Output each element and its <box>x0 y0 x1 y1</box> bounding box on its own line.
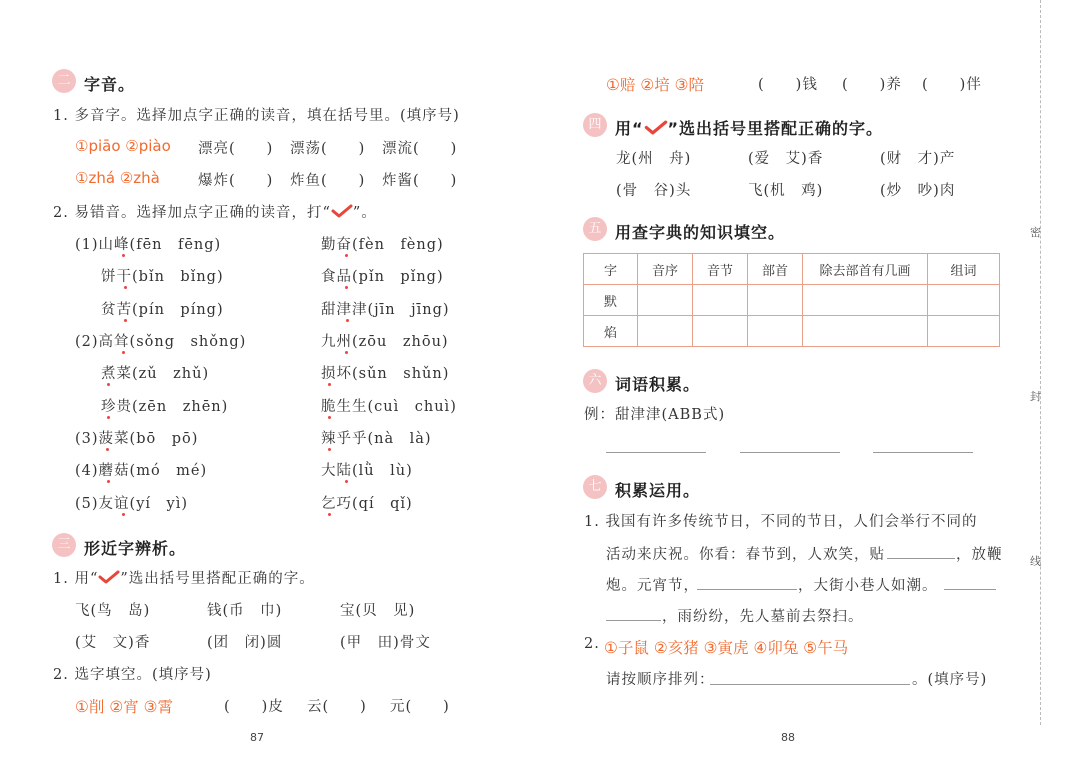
section-title-similar-chars: 形近字辨析。 <box>84 539 187 558</box>
answer-blank[interactable] <box>873 452 973 453</box>
q1-row1-item: 漂亮( ) <box>198 141 274 157</box>
emphasis-dot <box>124 286 127 289</box>
table-cell-char: 默 <box>584 285 638 316</box>
q2-left-item: 煮菜(zǔ zhǔ) <box>101 366 210 382</box>
emphasis-dot <box>328 383 331 386</box>
binding-mark: 封 <box>1030 390 1041 403</box>
section-title-application: 积累运用。 <box>615 481 701 500</box>
section-badge-6: 六 <box>583 369 607 393</box>
q2-right-item: 乞巧(qí qǐ) <box>321 496 413 512</box>
s7-q2-options: ①子鼠 ②亥猪 ③寅虎 ④卯兔 ⑤午马 <box>604 639 849 657</box>
dictionary-table <box>583 253 1000 347</box>
table-cell-blank[interactable] <box>928 316 1000 347</box>
s4-title-post: ”选出括号里搭配正确的字。 <box>667 119 884 138</box>
q2-left-item: 珍贵(zēn zhēn) <box>101 399 229 415</box>
section-badge-4: 四 <box>583 113 607 137</box>
s3-q2-instruction: 2. 选字填空。(填序号) <box>53 667 212 683</box>
table-row <box>584 316 1000 347</box>
top-blank: ( )养 <box>842 77 902 93</box>
s3-row1-item: 宝(贝 见) <box>340 603 416 619</box>
emphasis-dot <box>122 351 125 354</box>
table-cell-blank[interactable] <box>748 316 803 347</box>
emphasis-dot <box>345 286 348 289</box>
s3-q2-options: ①削 ②宵 ③霄 <box>75 698 174 716</box>
q2-instruction-pre: 2. 易错音。选择加点字正确的读音，打“ <box>53 205 331 221</box>
s4-row2-item: 飞(机 鸡) <box>748 183 824 199</box>
q2-right-item: 勤奋(fèn fèng) <box>321 237 444 253</box>
table-cell-blank[interactable] <box>748 285 803 316</box>
q2-left-item: (2)高耸(sǒng shǒng) <box>75 334 247 350</box>
top-options: ①赔 ②培 ③陪 <box>606 76 705 94</box>
q2-right-item: 食品(pǐn pǐng) <box>321 269 444 285</box>
section-title-dictionary: 用查字典的知识填空。 <box>615 223 786 242</box>
s4-row1-item: (财 才)产 <box>880 151 956 167</box>
table-cell-char: 焰 <box>584 316 638 347</box>
section-badge-5: 五 <box>583 217 607 241</box>
table-header: 部首 <box>748 254 803 285</box>
table-cell-blank[interactable] <box>638 316 693 347</box>
binding-mark: 线 <box>1030 555 1041 568</box>
section-title-word-accumulation: 词语积累。 <box>615 375 701 394</box>
answer-blank[interactable] <box>606 452 706 453</box>
table-cell-blank[interactable] <box>803 316 928 347</box>
q2-right-item: 甜津津(jīn jīng) <box>321 302 450 318</box>
s3-row2-item: (艾 文)香 <box>75 635 151 651</box>
table-cell-blank[interactable] <box>638 285 693 316</box>
q2-left-item: 饼干(bǐn bǐng) <box>101 269 224 285</box>
emphasis-dot <box>345 254 348 257</box>
section-badge-3: 三 <box>52 533 76 557</box>
q1-row2-item: 炸酱( ) <box>382 173 458 189</box>
answer-blank[interactable] <box>606 620 661 621</box>
s7-q1-line2b: ，放鞭 <box>956 547 1003 563</box>
s6-example: 例：甜津津(ABB式) <box>584 407 726 423</box>
table-header: 字 <box>584 254 638 285</box>
q1-options-piao: ①piāo ②piào <box>75 137 171 155</box>
s3-q1-instruction-post: ”选出括号里搭配正确的字。 <box>120 571 315 587</box>
table-header: 除去部首有几画 <box>803 254 928 285</box>
table-row <box>584 285 1000 316</box>
q2-right-item: 九州(zōu zhōu) <box>321 334 449 350</box>
answer-blank[interactable] <box>697 589 797 590</box>
table-cell-blank[interactable] <box>693 285 748 316</box>
q2-left-item: 贫苦(pín píng) <box>101 302 224 318</box>
table-header: 音节 <box>693 254 748 285</box>
emphasis-dot <box>122 513 125 516</box>
s7-q1-line4: ，雨纷纷，先人墓前去祭扫。 <box>662 609 864 625</box>
binding-mark: 密 <box>1030 226 1041 239</box>
s7-q2-suffix: 。(填序号) <box>912 672 988 688</box>
emphasis-dot <box>107 383 110 386</box>
answer-blank[interactable] <box>944 589 996 590</box>
q1-row2-item: 爆炸( ) <box>198 173 274 189</box>
emphasis-dot <box>345 480 348 483</box>
top-blank: ( )钱 <box>758 77 818 93</box>
q2-left-item: (4)蘑菇(mó mé) <box>75 463 208 479</box>
q2-right-item: 大陆(lǜ lù) <box>321 463 413 479</box>
q2-right-item: 损坏(sǔn shǔn) <box>321 366 450 382</box>
s7-q1-line3b: ，大街小巷人如潮。 <box>798 578 938 594</box>
emphasis-dot <box>328 448 331 451</box>
emphasis-dot <box>328 416 331 419</box>
table-header-row <box>584 254 1000 285</box>
q1-options-zha: ①zhá ②zhà <box>75 169 160 187</box>
q1-row1-item: 漂流( ) <box>382 141 458 157</box>
s3-row1-item: 钱(币 巾) <box>207 603 283 619</box>
q2-right-item: 脆生生(cuì chuì) <box>321 399 457 415</box>
emphasis-dot <box>122 254 125 257</box>
s7-q1-line1: 1. 我国有许多传统节日，不同的节日，人们会举行不同的 <box>584 514 978 530</box>
q2-left-item: (3)菠菜(bō pō) <box>75 431 199 447</box>
emphasis-dot <box>107 416 110 419</box>
table-header: 音序 <box>638 254 693 285</box>
answer-blank[interactable] <box>710 684 910 685</box>
section-title-select-correct <box>615 116 883 139</box>
q2-instruction-post: ”。 <box>352 205 377 221</box>
page-number-left: 87 <box>250 731 264 744</box>
top-blank: ( )伴 <box>922 77 982 93</box>
q1-instruction: 1. 多音字。选择加点字正确的读音，填在括号里。(填序号) <box>53 108 460 124</box>
q2-left-item: (1)山峰(fēn fēng) <box>75 237 222 253</box>
q2-instruction <box>53 201 377 222</box>
q2-left-item: (5)友谊(yí yì) <box>75 496 189 512</box>
emphasis-dot <box>328 513 331 516</box>
s7-q1-line2a: 活动来庆祝。你看：春节到，人欢笑，贴 <box>606 547 885 563</box>
s7-q2-prompt: 请按顺序排列： <box>606 672 715 688</box>
emphasis-dot <box>107 480 110 483</box>
s7-q1-line3a: 炮。元宵节， <box>606 578 699 594</box>
emphasis-dot <box>106 448 109 451</box>
checkmark-icon <box>331 204 353 218</box>
s3-q1-instruction <box>53 567 315 588</box>
s3-row2-item: (甲 田)骨文 <box>340 635 431 651</box>
checkmark-icon <box>644 120 668 135</box>
binding-dashed-line <box>1040 0 1041 725</box>
q2-right-item: 辣乎乎(nà là) <box>321 431 432 447</box>
table-header: 组词 <box>928 254 1000 285</box>
s3-q2-blank: 元( ) <box>390 699 450 715</box>
s3-row2-item: (团 闭)圆 <box>207 635 283 651</box>
answer-blank[interactable] <box>740 452 840 453</box>
table-cell-blank[interactable] <box>693 316 748 347</box>
s4-row1-item: 龙(州 舟) <box>616 151 692 167</box>
table-cell-blank[interactable] <box>803 285 928 316</box>
s4-row2-item: (骨 谷)头 <box>616 183 692 199</box>
s3-q2-blank: 云( ) <box>307 699 367 715</box>
q1-row2-item: 炸鱼( ) <box>290 173 366 189</box>
s4-row1-item: (爱 艾)香 <box>748 151 824 167</box>
section-badge-7: 七 <box>583 475 607 499</box>
s3-q2-blank: ( )皮 <box>224 699 284 715</box>
s3-row1-item: 飞(鸟 岛) <box>75 603 151 619</box>
q1-row1-item: 漂荡( ) <box>290 141 366 157</box>
s4-title-pre: 用“ <box>615 119 644 138</box>
emphasis-dot <box>346 319 349 322</box>
s4-row2-item: (炒 吵)肉 <box>880 183 956 199</box>
table-cell-blank[interactable] <box>928 285 1000 316</box>
s7-q2-number: 2. <box>584 636 600 652</box>
page-number-right: 88 <box>781 731 795 744</box>
s3-q1-instruction-pre: 1. 用“ <box>53 571 99 587</box>
answer-blank[interactable] <box>887 558 955 559</box>
emphasis-dot <box>345 351 348 354</box>
emphasis-dot <box>124 319 127 322</box>
section-title-pronunciation: 字音。 <box>84 75 136 94</box>
section-badge-2: 二 <box>52 69 76 93</box>
checkmark-icon <box>98 570 120 584</box>
